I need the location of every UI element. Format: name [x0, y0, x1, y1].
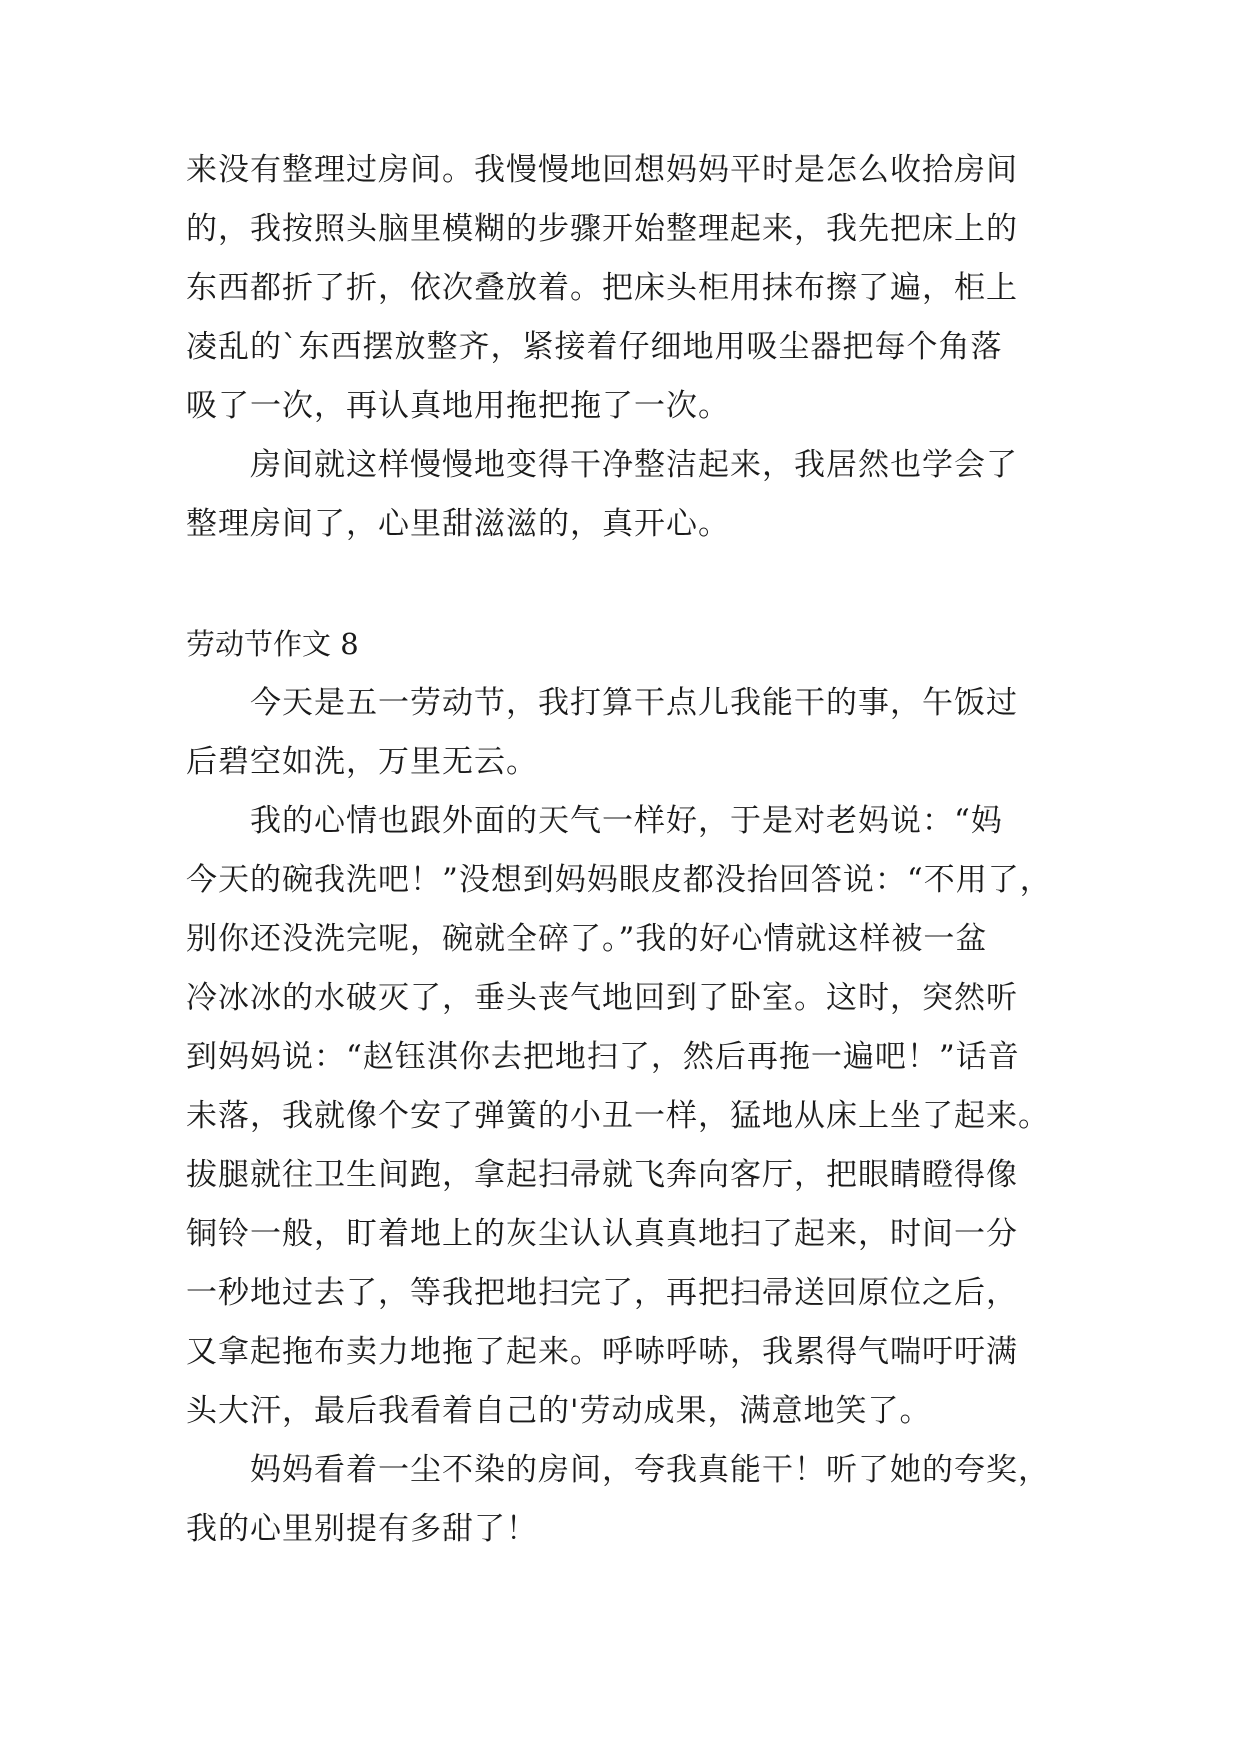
paragraph-line: 东西都折了折，依次叠放着。把床头柜用抹布擦了遍，柜上	[186, 270, 1018, 306]
paragraph-line: 妈妈看着一尘不染的房间，夸我真能干！听了她的夸奖，	[186, 1452, 1050, 1488]
paragraph-line: 头大汗，最后我看着自己的'劳动成果，满意地笑了。	[186, 1393, 932, 1429]
paragraph-line: 吸了一次，再认真地用拖把拖了一次。	[186, 388, 730, 424]
paragraph-line: 我的心情也跟外面的天气一样好，于是对老妈说：“妈	[186, 803, 1003, 839]
paragraph-line: 铜铃一般，盯着地上的灰尘认认真真地扫了起来，时间一分	[186, 1216, 1018, 1252]
paragraph-line: 今天是五一劳动节，我打算干点儿我能干的事，午饭过	[186, 685, 1018, 721]
paragraph-line: 冷冰冰的水破灭了，垂头丧气地回到了卧室。这时，突然听	[186, 980, 1018, 1016]
paragraph-line: 我的心里别提有多甜了！	[186, 1511, 538, 1547]
paragraph-line: 别你还没洗完呢，碗就全碎了。”我的好心情就这样被一盆	[186, 921, 988, 957]
paragraph-line: 的，我按照头脑里模糊的步骤开始整理起来，我先把床上的	[186, 211, 1018, 247]
paragraph-line: 今天的碗我洗吧！”没想到妈妈眼皮都没抬回答说：“不用了，	[186, 862, 1052, 898]
paragraph-line: 一秒地过去了，等我把地扫完了，再把扫帚送回原位之后，	[186, 1275, 1018, 1311]
section-heading: 劳动节作文 8	[186, 627, 359, 661]
paragraph-line: 到妈妈说：“赵钰淇你去把地扫了，然后再拖一遍吧！”话音	[186, 1039, 1020, 1075]
paragraph-line: 又拿起拖布卖力地拖了起来。呼哧呼哧，我累得气喘吁吁满	[186, 1334, 1018, 1370]
paragraph-line: 拔腿就往卫生间跑，拿起扫帚就飞奔向客厅，把眼睛瞪得像	[186, 1157, 1018, 1193]
paragraph-line: 整理房间了，心里甜滋滋的，真开心。	[186, 506, 730, 542]
paragraph-line: 凌乱的`东西摆放整齐，紧接着仔细地用吸尘器把每个角落	[186, 329, 1003, 365]
paragraph-line: 后碧空如洗，万里无云。	[186, 744, 538, 780]
paragraph-line: 房间就这样慢慢地变得干净整洁起来，我居然也学会了	[186, 447, 1018, 483]
paragraph-line: 未落，我就像个安了弹簧的小丑一样，猛地从床上坐了起来。	[186, 1098, 1050, 1134]
paragraph-line: 来没有整理过房间。我慢慢地回想妈妈平时是怎么收拾房间	[186, 152, 1018, 188]
